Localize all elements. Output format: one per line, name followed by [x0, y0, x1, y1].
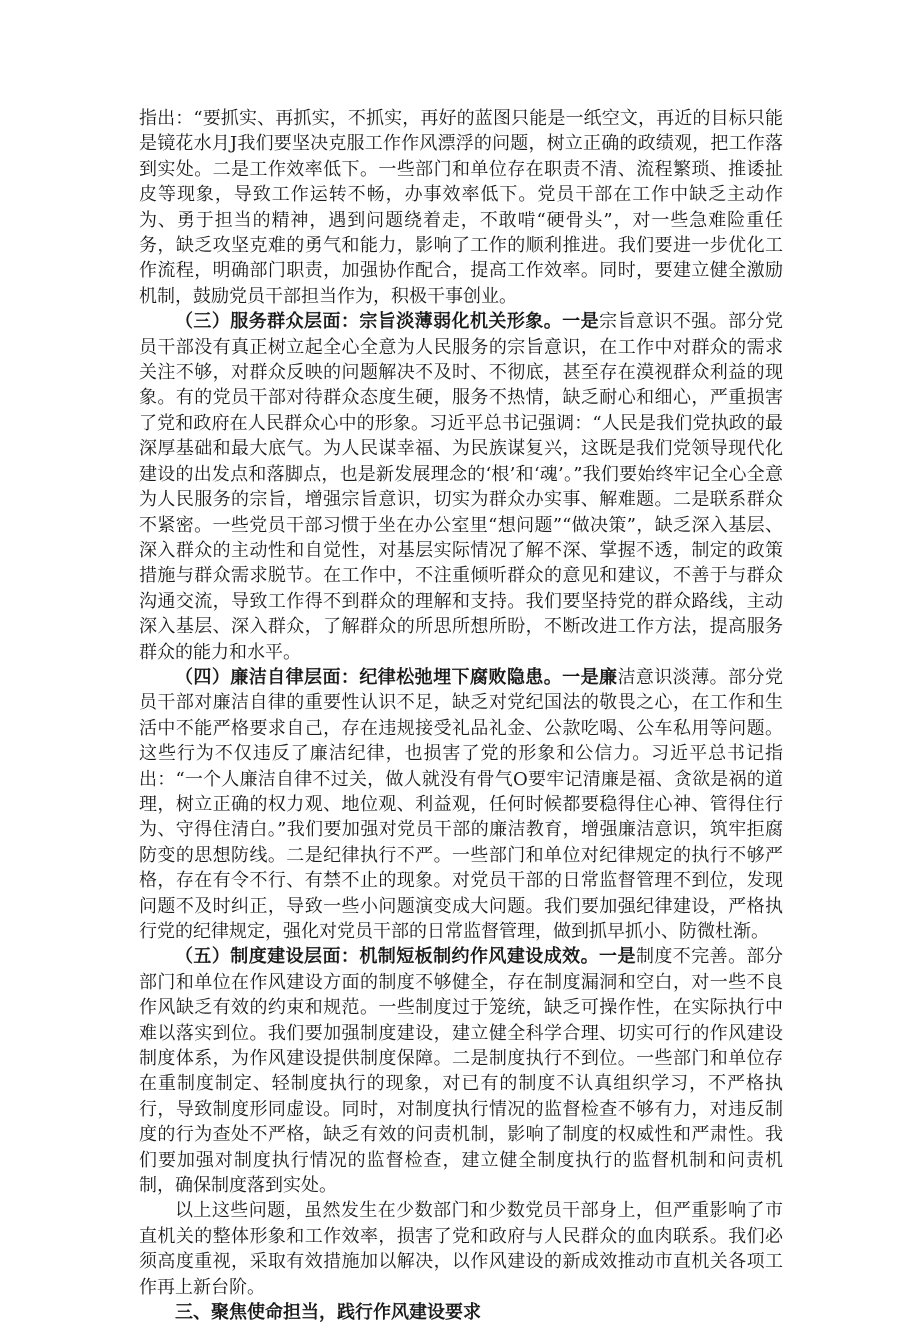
- section-heading: 三、聚焦使命担当，践行作风建设要求: [175, 1302, 481, 1324]
- paragraph-continuation: [139, 106, 783, 309]
- paragraph-text: 制度不完善。部分部门和单位在作风建设方面的制度不够健全，存在制度漏洞和空白，对一些不良作风缺乏有效的约束和规范。一些制度过于笼统，缺乏可操作性，在实际执行中难以落实到位。我们要加强制度建设，建立健全科学合理、切实可行的作风建设制度体系，为作风建设提供制度保障。二是制度执行不到位。一些部门和单位存在重制度制定、轻制度执行的现象，对已有的制度不认真组织学习，不严格执行，导致制度形同虚设。同时，对制度执行情况的监督检查不够有力，对违反制度的行为查处不严格，缺乏有效的问责机制，影响了制度的权威性和严肃性。我们要加强对制度执行情况的监督检查，建立健全制度执行的监督机制和问责机制，确保制度落到实处。: [139, 946, 783, 1197]
- paragraph-text: 以上这些问题，虽然发生在少数部门和少数党员干部身上，但严重影响了市直机关的整体形象和工作效率，损害了党和政府与人民群众的血肉联系。我们必须高度重视，采取有效措施加以解决，以作风建设的新成效推动市直机关各项工作再上新台阶。: [139, 1200, 783, 1298]
- paragraph-service-masses: [139, 309, 783, 665]
- paragraph-integrity: [139, 665, 783, 944]
- paragraph-institution: [139, 944, 783, 1198]
- paragraph-heading: （五）制度建设层面：机制短板制约作风建设成效。一是: [175, 946, 636, 968]
- document-body: [139, 106, 783, 1326]
- paragraph-summary: [139, 1198, 783, 1300]
- paragraph-text: 宗旨意识不强。部分党员干部没有真正树立起全心全意为人民服务的宗旨意识，在工作中对群众的需求关注不够，对群众反映的问题解决不及时、不彻底，甚至存在漠视群众利益的现象。有的党员干部对待群众态度生硬，服务不热情，缺乏耐心和细心，严重损害了党和政府在人民群众心中的形象。习近平总书记强调：“人民是我们党执政的最深厚基础和最大底气。为人民谋幸福、为民族谋复兴，这既是我们党领导现代化建设的出发点和落脚点，也是新发展理念的‘根’和‘魂’。”我们要始终牢记全心全意为人民服务的宗旨，增强宗旨意识，切实为群众办实事、解难题。二是联系群众不紧密。一些党员干部习惯于坐在办公室里“想问题”“做决策”，缺乏深入基层、深入群众的主动性和自觉性，对基层实际情况了解不深、掌握不透，制定的政策措施与群众需求脱节。在工作中，不注重倾听群众的意见和建议，不善于与群众沟通交流，导致工作得不到群众的理解和支持。我们要坚持党的群众路线，主动深入基层、深入群众，了解群众的所思所想所盼，不断改进工作方法，提高服务群众的能力和水平。: [139, 311, 783, 663]
- paragraph-heading: （三）服务群众层面：宗旨淡薄弱化机关形象。一是: [175, 311, 600, 333]
- paragraph-heading: （四）廉洁自律层面：纪律松弛埋下腐败隐患。一是廉: [175, 666, 618, 688]
- paragraph-text: 洁意识淡薄。部分党员干部对廉洁自律的重要性认识不足，缺乏对党纪国法的敬畏之心，在工作和生活中不能严格要求自己，存在违规接受礼品礼金、公款吃喝、公车私用等问题。这些行为不仅违反了廉洁纪律，也损害了党的形象和公信力。习近平总书记指出：“一个人廉洁自律不过关，做人就没有骨气O要牢记清廉是福、贪欲是祸的道理，树立正确的权力观、地位观、利益观，任何时候都要稳得住心神、管得住行为、守得住清白。”我们要加强对党员干部的廉洁教育，增强廉洁意识，筑牢拒腐防变的思想防线。二是纪律执行不严。一些部门和单位对纪律规定的执行不够严格，存在有令不行、有禁不止的现象。对党员干部的日常监督管理不到位，发现问题不及时纠正，导致一些小问题演变成大问题。我们要加强纪律建设，严格执行党的纪律规定，强化对党员干部的日常监督管理，做到抓早抓小、防微杜渐。: [139, 666, 783, 942]
- paragraph-text: 指出：“要抓实、再抓实，不抓实，再好的蓝图只能是一纸空文，再近的目标只能是镜花水月J我们要坚决克服工作作风漂浮的问题，树立正确的政绩观，把工作落到实处。二是工作效率低下。一些部门和单位存在职责不清、流程繁琐、推诿扯皮等现象，导致工作运转不畅，办事效率低下。党员干部在工作中缺乏主动作为、勇于担当的精神，遇到问题绕着走，不敢啃“硬骨头”，对一些急难险重任务，缺乏攻坚克难的勇气和能力，影响了工作的顺利推进。我们要进一步优化工作流程，明确部门职责，加强协作配合，提高工作效率。同时，要建立健全激励机制，鼓励党员干部担当作为，积极干事创业。: [139, 108, 783, 307]
